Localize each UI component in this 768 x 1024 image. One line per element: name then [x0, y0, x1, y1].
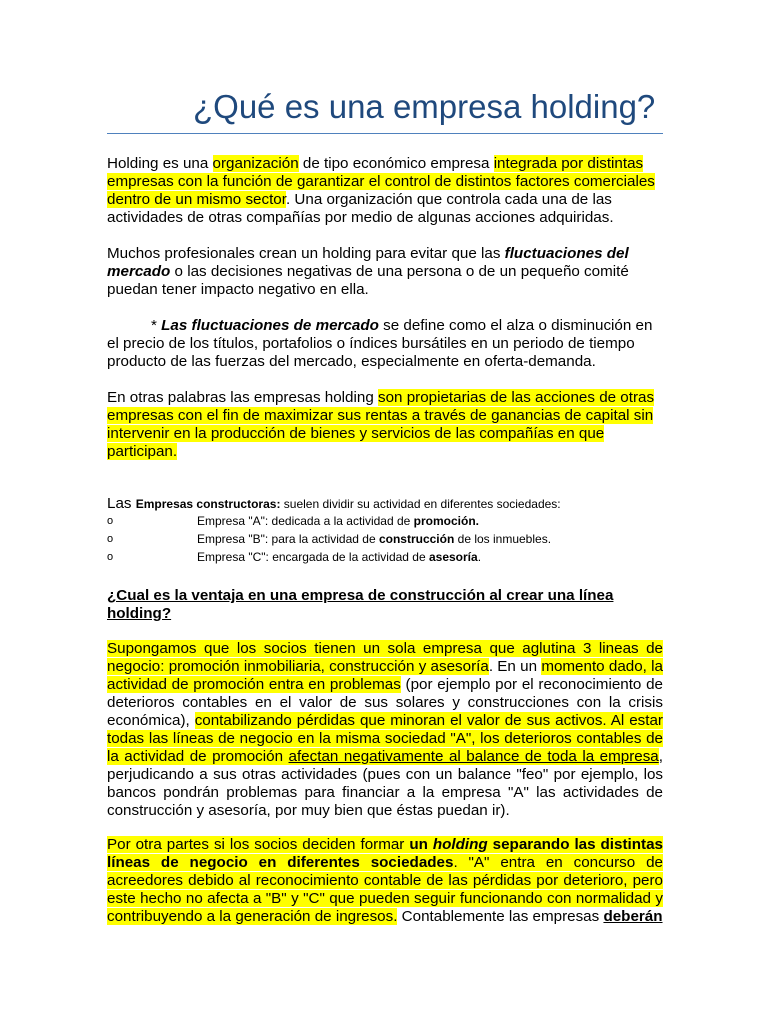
paragraph-holding-definition: [107, 155, 663, 227]
text-run: . En un: [488, 658, 542, 675]
highlighted-text: Por otra partes si los socios deciden formar: [107, 836, 410, 853]
highlighted-text: . "A" entra en concurso de acreedores debido al reconocimiento contable de las pérdidas por deterioro, pero este hecho no afecta a "B" y "C" que pueden seguir funcionando con normalidad y contribuyendo a la generación de ingresos.: [107, 854, 663, 925]
list-item-text: .: [477, 550, 482, 564]
highlighted-text: momento dado, la actividad de promoción entra en problemas: [107, 658, 663, 693]
section-heading: ¿Cual es la ventaja en una empresa de construcción al crear una línea holding?: [107, 587, 614, 622]
highlighted-text: integrada por distintas empresas con la función de garantizar el control de distintos factores comerciales dentro de un mismo sector: [107, 155, 655, 208]
text-run: Muchos profesionales crean un holding para evitar que las: [107, 245, 505, 262]
text-run: o las decisiones negativas de una persona o de un pequeño comité puedan tener impacto negativo en ella.: [107, 263, 629, 298]
bold-italic-term: fluctuaciones del mercado: [107, 245, 629, 280]
paragraph-holding-ownership: [107, 389, 663, 461]
list-item-bold: asesoría: [428, 550, 478, 564]
title-underline-rule: [107, 133, 663, 134]
highlighted-bold-text: un: [409, 836, 433, 853]
page-title: ¿Qué es una empresa holding?: [193, 88, 656, 125]
highlighted-bold-italic-text: holding: [432, 836, 488, 853]
bullet-marker: o: [107, 551, 114, 563]
text-run: Las: [107, 495, 136, 512]
list-item-bold: construcción: [378, 532, 455, 546]
text-run: *: [151, 317, 162, 334]
bold-term: Empresas constructoras:: [135, 497, 281, 511]
list-item-text: Empresa "C": encargada de la actividad de: [197, 550, 429, 564]
list-item-text: Empresa "A": dedicada a la actividad de: [197, 514, 414, 528]
list-item-text: de los inmuebles.: [454, 532, 552, 546]
highlighted-text: son propietarias de las acciones de otras empresas con el fin de maximizar sus rentas a través de ganancias de capital sin intervenir en la producción de bienes y servicios de las compañías en que participan.: [107, 389, 655, 460]
list-item-text: Empresa "B": para la actividad de: [197, 532, 379, 546]
text-run: , perjudicando a sus otras actividades (pues con un balance "feo" por ejemplo, los bancos pondrán problemas para financiar a la empresa "A" las actividades de construcción y asesoría, por muy bien que éstas puedan ir).: [107, 748, 663, 819]
paragraph-construction-companies: [107, 495, 663, 513]
text-run: Holding es una: [107, 155, 213, 172]
text-run: . Una organización que controla cada una de las actividades de otras compañías por medio de algunas acciones adquiridas.: [107, 191, 614, 226]
bold-italic-term: Las fluctuaciones de mercado: [161, 317, 379, 334]
text-run: suelen dividir su actividad en diferentes sociedades:: [280, 497, 561, 511]
highlighted-text: organización: [212, 155, 299, 172]
paragraph-market-fluctuations-note: [107, 317, 663, 371]
bold-underlined-text: deberán: [603, 908, 663, 925]
text-run: se define como el alza o disminución en el precio de los títulos, portafolios o índices bursátiles en un periodo de tiempo producto de las fuerzas del mercado, especialmente en oferta-demanda.: [107, 317, 653, 370]
text-run: (por ejemplo por el reconocimiento de deterioros contables en el valor de sus solares y construcciones con la crisis económica),: [107, 676, 663, 729]
text-run: de tipo económico empresa: [298, 155, 494, 172]
paragraph-single-company-example: [107, 640, 663, 820]
highlighted-text: Supongamos que los socios tienen un sola empresa que aglutina 3 lineas de negocio: promoción inmobiliaria, construcción y asesoría: [107, 640, 663, 675]
highlighted-underlined-text: afectan negativamente al balance de toda la empresa: [288, 748, 659, 765]
paragraph-holding-example: [107, 836, 663, 926]
highlighted-bold-text: separando las distintas líneas de negocio en diferentes sociedades: [107, 836, 663, 871]
bullet-marker: o: [107, 515, 114, 527]
text-run: Contablemente las empresas: [397, 908, 604, 925]
highlighted-text: contabilizando pérdidas que minoran el valor de sus activos. Al estar todas las líneas de negocio en la misma sociedad "A", los deterioros contables de la actividad de promoción: [107, 712, 663, 765]
list-item-bold: promoción.: [413, 514, 479, 528]
bullet-marker: o: [107, 533, 114, 545]
paragraph-why-holding: [107, 245, 663, 299]
text-run: En otras palabras las empresas holding: [107, 389, 378, 406]
